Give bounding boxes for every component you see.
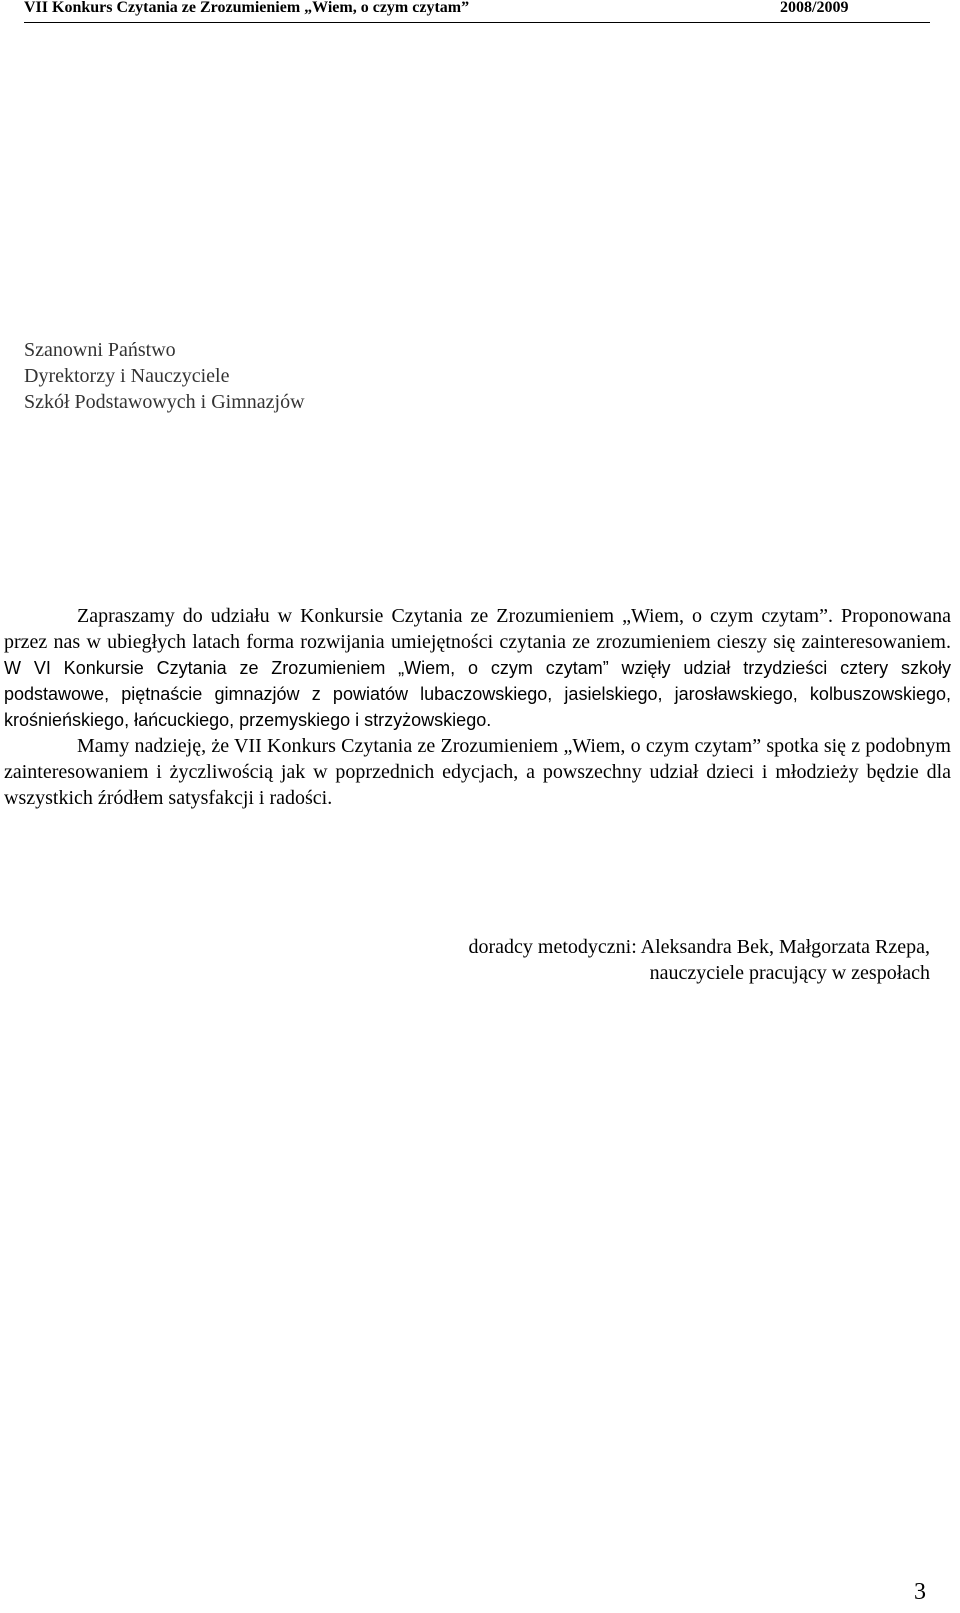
paragraph-2: Mamy nadzieję, że VII Konkurs Czytania ze Zrozumieniem „Wiem, o czym czytam” spotka się z podobnym zainteresowaniem i życzliwością jak w poprzednich edycjach, a powszechny udział dzieci i młodzieży będzie dla wszystkich źródłem satysfakcji i radości. — [4, 735, 951, 809]
signature-line-1: doradcy metodyczni: Aleksandra Bek, Małgorzata Rzepa, — [468, 936, 930, 958]
page-header — [24, 0, 930, 23]
signature-block — [360, 934, 930, 986]
address-block — [24, 337, 305, 415]
page-number: 3 — [914, 1579, 926, 1605]
header-year: 2008/2009 — [780, 0, 849, 16]
paragraph-1-details: W VI Konkursie Czytania ze Zrozumieniem „Wiem, o czym czytam” wzięły udział trzydzieści cztery szkoły podstawowe, piętnaście gimnazjów z powiatów lubaczowskiego, jasielskiego, jarosławskiego, kolbuszowskiego, krośnieńskiego, łańcuckiego, przemyskiego i strzyżowskiego. — [4, 658, 951, 730]
letter-body — [4, 603, 951, 811]
address-line-3: Szkół Podstawowych i Gimnazjów — [24, 391, 305, 413]
header-title: VII Konkurs Czytania ze Zrozumieniem „Wiem, o czym czytam” — [24, 0, 470, 16]
paragraph-1-intro: Zapraszamy do udziału w Konkursie Czytania ze Zrozumieniem „Wiem, o czym czytam”. Proponowana przez nas w ubiegłych latach forma rozwijania umiejętności czytania ze zrozumieniem cieszy się zainteresowaniem. — [4, 605, 951, 653]
address-line-2: Dyrektorzy i Nauczyciele — [24, 365, 230, 387]
address-line-1: Szanowni Państwo — [24, 339, 176, 361]
signature-line-2: nauczyciele pracujący w zespołach — [649, 962, 930, 984]
paragraph-1 — [4, 603, 951, 733]
